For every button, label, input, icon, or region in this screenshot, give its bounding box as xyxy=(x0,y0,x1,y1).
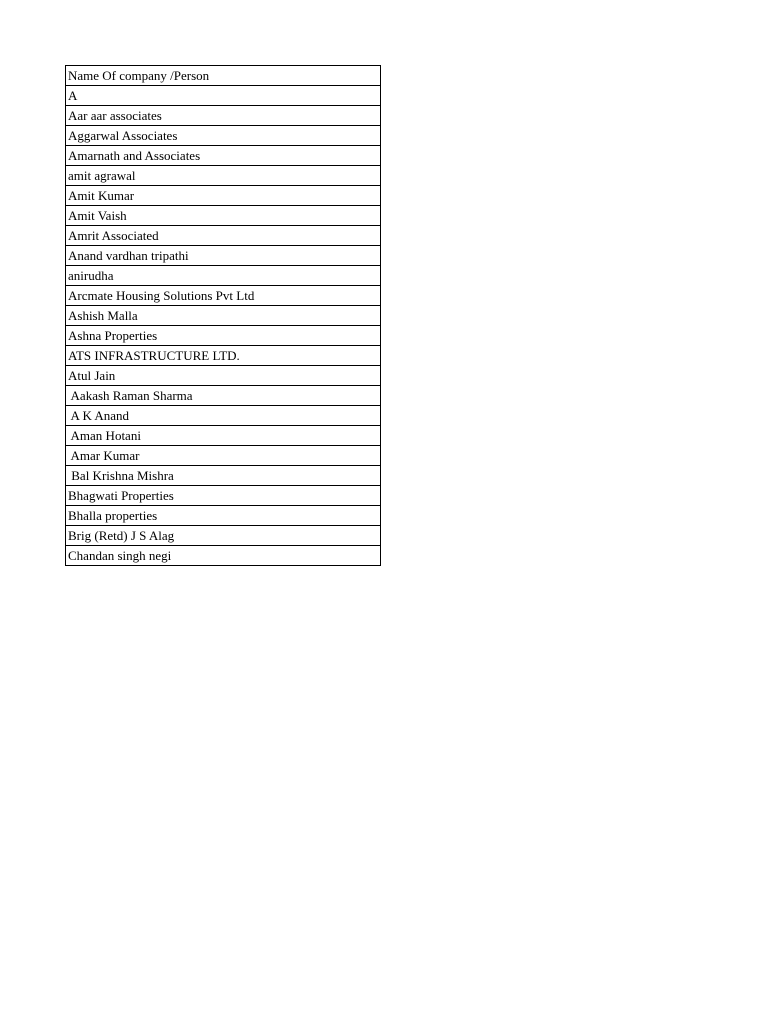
table-cell[interactable]: Bhalla properties xyxy=(66,506,381,526)
table-cell[interactable]: Amit Vaish xyxy=(66,206,381,226)
table-row xyxy=(66,126,381,146)
table-cell[interactable]: anirudha xyxy=(66,266,381,286)
table-cell[interactable]: Arcmate Housing Solutions Pvt Ltd xyxy=(66,286,381,306)
table-cell[interactable]: Brig (Retd) J S Alag xyxy=(66,526,381,546)
table-cell[interactable]: Atul Jain xyxy=(66,366,381,386)
table-row xyxy=(66,326,381,346)
table-row xyxy=(66,166,381,186)
table-cell[interactable]: ATS INFRASTRUCTURE LTD. xyxy=(66,346,381,366)
table-row xyxy=(66,206,381,226)
table-row xyxy=(66,526,381,546)
table-cell[interactable]: Ashish Malla xyxy=(66,306,381,326)
table-row xyxy=(66,426,381,446)
table-row xyxy=(66,186,381,206)
table-cell[interactable]: Aman Hotani xyxy=(66,426,381,446)
table-cell[interactable]: A xyxy=(66,86,381,106)
table-row xyxy=(66,226,381,246)
table-cell[interactable]: Amit Kumar xyxy=(66,186,381,206)
header-cell[interactable]: Name Of company /Person xyxy=(66,66,381,86)
table-cell[interactable]: Amarnath and Associates xyxy=(66,146,381,166)
table-cell[interactable]: Bhagwati Properties xyxy=(66,486,381,506)
table-cell[interactable]: amit agrawal xyxy=(66,166,381,186)
table-cell[interactable]: A K Anand xyxy=(66,406,381,426)
table-row xyxy=(66,106,381,126)
names-table xyxy=(65,65,381,566)
table-row xyxy=(66,446,381,466)
table-row xyxy=(66,86,381,106)
table-cell[interactable]: Aggarwal Associates xyxy=(66,126,381,146)
spreadsheet-table-area xyxy=(65,65,381,566)
table-cell[interactable]: Bal Krishna Mishra xyxy=(66,466,381,486)
table-cell[interactable]: Ashna Properties xyxy=(66,326,381,346)
table-row xyxy=(66,266,381,286)
table-row xyxy=(66,406,381,426)
table-row xyxy=(66,346,381,366)
table-row xyxy=(66,146,381,166)
names-table-body xyxy=(66,66,381,566)
table-cell[interactable]: Aar aar associates xyxy=(66,106,381,126)
table-cell[interactable]: Chandan singh negi xyxy=(66,546,381,566)
table-row xyxy=(66,246,381,266)
table-row xyxy=(66,546,381,566)
header-row xyxy=(66,66,381,86)
table-cell[interactable]: Anand vardhan tripathi xyxy=(66,246,381,266)
table-cell[interactable]: Aakash Raman Sharma xyxy=(66,386,381,406)
table-row xyxy=(66,386,381,406)
table-cell[interactable]: Amar Kumar xyxy=(66,446,381,466)
table-row xyxy=(66,366,381,386)
table-row xyxy=(66,306,381,326)
table-row xyxy=(66,466,381,486)
table-row xyxy=(66,286,381,306)
table-row xyxy=(66,486,381,506)
table-row xyxy=(66,506,381,526)
table-cell[interactable]: Amrit Associated xyxy=(66,226,381,246)
